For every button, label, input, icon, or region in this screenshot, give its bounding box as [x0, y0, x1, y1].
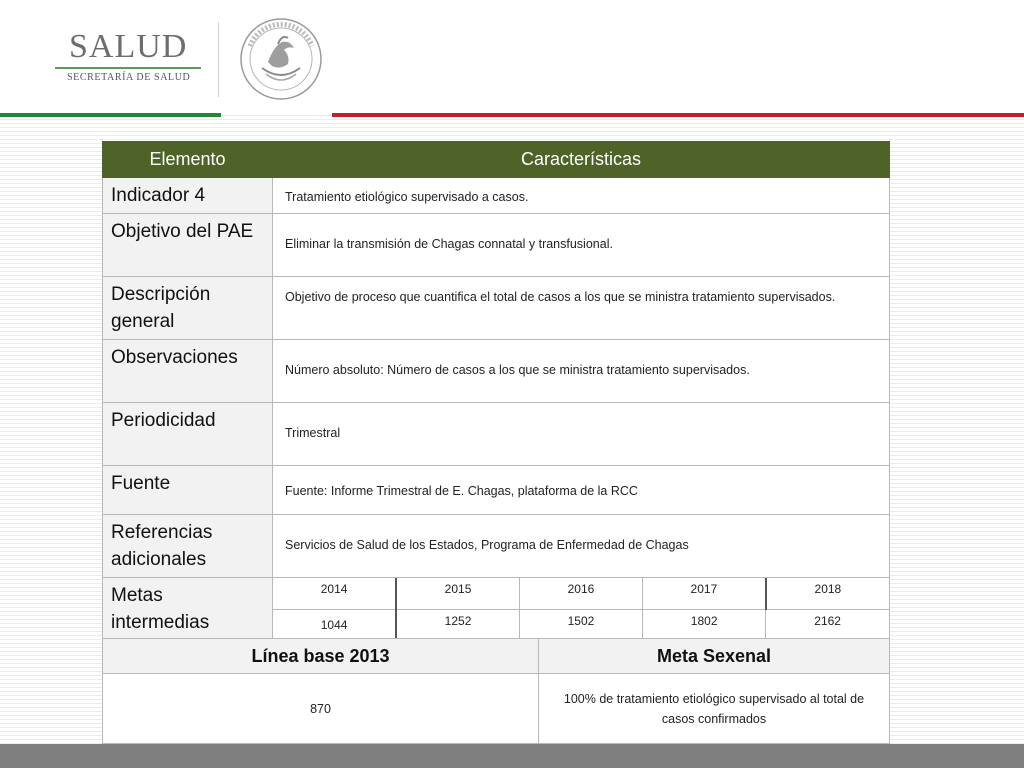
row-value: Número absoluto: Número de casos a los que se ministra tratamiento supervisados.: [273, 340, 890, 403]
meta-year: 2015: [396, 578, 519, 609]
meta-value: 1252: [396, 609, 519, 640]
header: [0, 0, 1024, 113]
row-label: Periodicidad: [103, 403, 273, 466]
row-value: Servicios de Salud de los Estados, Programa de Enfermedad de Chagas: [273, 515, 890, 578]
row-label: Indicador 4: [103, 178, 273, 214]
row-value: Eliminar la transmisión de Chagas connatal y transfusional.: [273, 214, 890, 277]
linea-base-value: 870: [103, 674, 539, 744]
table-row: [103, 403, 890, 466]
meta-value: 1802: [643, 609, 766, 640]
table-row: [103, 277, 890, 340]
logo-divider: [218, 22, 219, 97]
col-header-element: Elemento: [103, 142, 273, 178]
header-green-bar: [0, 113, 221, 117]
row-label: Descripción general: [103, 277, 273, 340]
row-label: Referencias adicionales: [103, 515, 273, 578]
logo-sub-text: SECRETARÍA DE SALUD: [67, 72, 191, 83]
meta-year: 2017: [643, 578, 766, 609]
meta-value: 2162: [766, 609, 889, 640]
row-label: Fuente: [103, 466, 273, 515]
row-value: Trimestral: [273, 403, 890, 466]
metas-values-row: [273, 609, 889, 640]
row-label: Observaciones: [103, 340, 273, 403]
metas-years-row: [273, 578, 889, 609]
linea-base-header: Línea base 2013: [103, 639, 539, 674]
logo-underline: [55, 67, 201, 69]
row-value: Fuente: Informe Trimestral de E. Chagas, plataforma de la RCC: [273, 466, 890, 515]
indicator-table: [102, 141, 890, 641]
table-row: [103, 466, 890, 515]
row-value: Tratamiento etiológico supervisado a casos.: [273, 178, 890, 214]
logo-main-text: SALUD: [69, 28, 188, 65]
metas-cell: [273, 578, 890, 641]
table-row: [103, 340, 890, 403]
header-red-bar: [332, 113, 1024, 117]
meta-sexenal-header: Meta Sexenal: [539, 639, 890, 674]
meta-value: 1044: [273, 609, 396, 640]
mexican-coat-of-arms-seal-icon: [238, 16, 324, 102]
footer-bar: [0, 744, 1024, 768]
col-header-characteristics: Características: [273, 142, 890, 178]
metas-subtable: [273, 578, 889, 640]
row-label: Objetivo del PAE: [103, 214, 273, 277]
metas-row: [103, 578, 890, 641]
table-row: [103, 214, 890, 277]
meta-year: 2016: [519, 578, 642, 609]
meta-value: 1502: [519, 609, 642, 640]
table-row: [103, 515, 890, 578]
salud-logo: [55, 30, 205, 90]
meta-sexenal-value: 100% de tratamiento etiológico supervisado al total de casos confirmados: [539, 674, 890, 744]
table-row: [103, 178, 890, 214]
row-value: Objetivo de proceso que cuantifica el total de casos a los que se ministra tratamiento supervisados.: [273, 277, 890, 340]
meta-year: 2018: [766, 578, 889, 609]
metas-label: Metas intermedias: [103, 578, 273, 641]
meta-year: 2014: [273, 578, 396, 609]
baseline-table: [102, 638, 890, 744]
